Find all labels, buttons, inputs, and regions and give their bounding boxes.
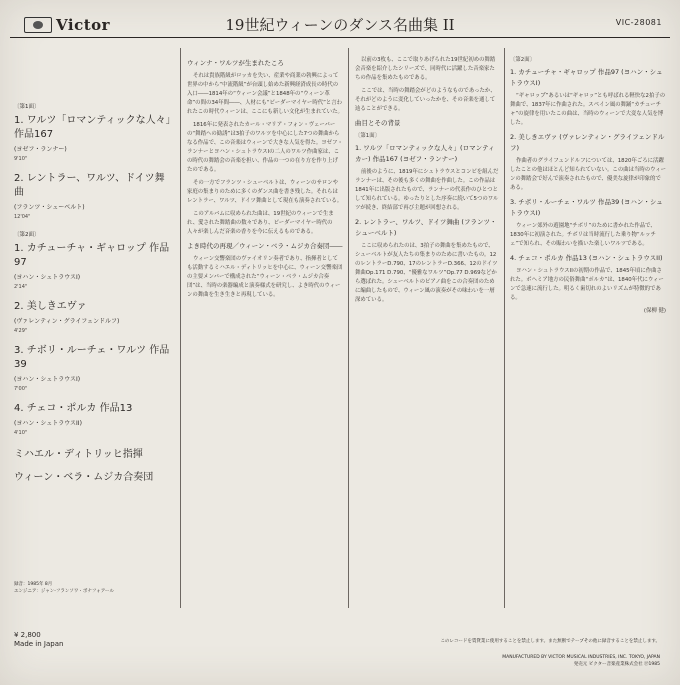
track-title: 2. 美しきエヴァ (14, 301, 87, 312)
side-label: 〔第2面〕 (510, 57, 535, 63)
track-composer: (ヨハン・シュトラウスII) (14, 420, 82, 427)
section-heading: 曲目とその背景 (355, 119, 401, 127)
track-item (14, 114, 174, 162)
section-heading: よき時代の再現／ウィーン・ベラ・ムジカ合奏団―― (187, 242, 343, 250)
track-duration: 7'00" (14, 386, 28, 392)
liner-paragraph: ここに収められたのは、3拍子の舞曲を集めたもので、シューベルトが友人たちの集まりのために書いたもの。12のレントラーD.790、17のレントラーD.366、12のドイツ舞曲Op.171 D.790、“優雅なワルツ”Op.77 D.969などから選ばれた。シューベルトのピアノ曲をこの合奏団のために編曲したもので、ウィーン風の演奏がその味わいを一層深めている。 (355, 243, 498, 303)
track-composer: (ヴァレンティン・グライフェンドルフ) (14, 318, 120, 325)
track-note-heading: 3. チボリ・ルーチェ・ワルツ 作品39 (ヨハン・シュトラウスI) (510, 198, 663, 217)
rental-notice: このレコードを賃貸業に使用することを禁止します。また無断でテープその他に録音することを禁止します。 (440, 639, 660, 644)
track-duration: 9'10" (14, 156, 28, 162)
section-heading: ウィンナ・ワルツが生まれたころ (187, 59, 284, 67)
recording-engineer: エンジニア：ジャン-フランソワ・ボナフォアール (14, 589, 114, 594)
track-composer: (ヨゼフ・ランナー) (14, 146, 67, 153)
made-in: Made in Japan (14, 640, 64, 648)
side-label: 〔第2面〕 (14, 232, 40, 238)
track-note-heading: 2. 美しきエヴァ (ヴァレンティン・グライフェンドルフ) (510, 133, 665, 152)
liner-paragraph: ヨハン・シュトラウスIIの初期の作品で、1845年頃に作曲された。ボヘミア地方の民俗舞曲“ポルカ”は、1840年代にウィーンで急速に流行した。明るく歯切れのよいリズムが特徴的である。 (510, 268, 664, 301)
phonogram-year: Ⓟ1985 (644, 662, 660, 667)
liner-paragraph: 作曲者のグライフェンドルフについては、1820年ごろに活躍したことの他はほとんど知られていない。この曲は当時のウィーンの舞踏会で好んで演奏されたもので、優美な旋律が印象的である。 (510, 158, 666, 191)
album-title: 19世紀ウィーンのダンス名曲集 II (225, 16, 455, 34)
liner-paragraph: ここでは、当時の舞踏会がどのようなものであったか、それがどのように変化していったかを、その音楽を通して辿ることができる。 (355, 88, 496, 112)
track-title: 作品167 (14, 129, 54, 140)
track-composer: (ヨハン・シュトラウスI) (14, 376, 81, 383)
recording-note (14, 581, 114, 595)
track-duration: 4'29" (14, 328, 28, 334)
side-label: 〔第1面〕 (355, 133, 380, 139)
liner-paragraph: 以前の3枚も、ここで取りあげられた19世紀初めの舞踏会音楽を紹介したシリーズで、同時代に活躍した音楽家たちの作品を集めたものである。 (355, 57, 496, 81)
catalog-number: VIC-28081 (615, 18, 662, 27)
column-divider (180, 48, 181, 608)
track-item (14, 300, 174, 334)
ensemble-credit: ウィーン・ベラ・ムジカ合奏団 (14, 472, 154, 483)
track-note-heading: 1. ワルツ「ロマンティックな人々」(ロマンティカー) 作品167 (ヨゼフ・ランナー) (355, 144, 495, 163)
liner-paragraph: その一方でフランツ・シューベルトは、ウィーンのサロンや家庭の集まりのために多くのダンス曲を書き残した。それらはレントラー、ワルツ、ドイツ舞曲として現在も演奏されている。 (187, 180, 343, 204)
liner-paragraph: それは貴族階級がロッカを失い、産業や商業の勃興によって世界の中から“中流階級”が台頭し始めた新興経済成長の時代の入口――1814年の“ウィーン会議”と1848年の“ウィーン革命”の間の34年間――、人材にも“ビーダーマイヤー時代”と言われたこの時代ウィーンは、ここにも新しい文化が生まれていた。 (187, 73, 343, 115)
manufacturer-block (502, 654, 660, 668)
track-item (14, 172, 174, 220)
track-item (14, 344, 174, 392)
liner-notes-column-3 (510, 56, 666, 576)
header-divider (10, 37, 670, 38)
liner-notes-column-1 (187, 56, 343, 611)
track-item (14, 242, 174, 290)
track-note-heading: 2. レントラー、ワルツ、ドイツ舞曲 (フランツ・シューベルト) (355, 218, 497, 237)
liner-paragraph: ウィーン郊外の遊園地“チボリ”のために書かれた作品で、1830年に初演された。チボリは当時流行した乗り物“ルッチェ”で知られ、その賑わいを描いた楽しいワルツである。 (510, 223, 656, 247)
track-list (14, 100, 174, 486)
track-title: 1. ワルツ「ロマンティックな人々」 (14, 115, 176, 126)
liner-paragraph: 前後のように、1819年にシュトラウスとコンビを組んだランナーは、その後も多くの舞曲を作曲した。この作品は1841年に出版されたもので、ランナーの代表作のひとつとして知られている。ゆったりとした序奏に続いて5つのワルツが続き、終結部で再び主題が回想される。 (355, 169, 499, 211)
liner-paragraph: このアルバムに収められた曲は、19世紀のウィーンで生まれ、愛された舞踏曲の数々であり、ビーダーマイヤー時代の人々が楽しんだ音楽の香りを今に伝えるものである。 (187, 211, 334, 235)
track-title: 2. レントラー、ワルツ、ドイツ舞曲 (14, 173, 165, 198)
liner-notes-column-2 (355, 56, 499, 611)
side-label: 〔第1面〕 (14, 104, 40, 110)
column-divider (504, 48, 505, 608)
track-title: 4. チェコ・ポルカ 作品13 (14, 403, 133, 414)
track-note-heading: 1. カチューチャ・ギャロップ 作品97 (ヨハン・シュトラウスI) (510, 68, 663, 87)
liner-paragraph: ウィーン交響楽団のヴァイオリン奏者であり、指揮者としても活動するミハエル・ディトリッヒを中心に、ウィーン交響楽団の主要メンバーで構成された“ウィーン・ベラ・ムジカ合奏団”は、当時の楽器編成と演奏様式を研究し、よき時代のウィーンの舞曲を生き生きと再現している。 (187, 256, 343, 298)
author-credit: (保柳 健) (643, 308, 666, 314)
liner-paragraph: 1816年に発表されたカール・マリア・フォン・ヴェーバーの“舞踏への勧誘”は3拍子のワルツを中心にした7つの舞曲からなる作品で、この音楽はウィーンで大きな人気を得た。ヨゼフ・ランナーとヨハン・シュトラウスIの二人のワルツ作曲家は、この時代の舞踏会の音楽を担い、作品の一つの在り方を作り上げたのである。 (187, 122, 343, 173)
track-note-heading: 4. チェコ・ポルカ 作品13 (ヨハン・シュトラウスII) (510, 254, 663, 262)
track-duration: 4'10" (14, 430, 28, 436)
track-item (14, 402, 174, 436)
distributor (502, 661, 660, 668)
liner-paragraph: “ギャロップ”あるいは“ギャロッ”とも呼ばれる軽快な2拍子の舞曲で、1837年に作曲された。スペイン風の舞踊“カチューチャ”の旋律を用いたこの曲は、当時のウィーンで大変な人気を博した。 (510, 93, 666, 126)
track-composer: (ヨハン・シュトラウスI) (14, 274, 81, 281)
recording-date: 録音：1985年 8月 (14, 582, 53, 587)
track-title: 3. チボリ・ルーチェ・ワルツ 作品39 (14, 345, 170, 370)
distributor-name: 発売元 ビクター音楽産業株式会社 (573, 662, 643, 667)
column-divider (348, 48, 349, 608)
track-composer: (フランツ・シューベルト) (14, 204, 85, 211)
price: ¥ 2,800 (14, 631, 41, 639)
track-duration: 12'04" (14, 214, 31, 220)
track-duration: 2'14" (14, 284, 28, 290)
manufacturer: MANUFACTURED BY VICTOR MUSICAL INDUSTRIES, INC. TOKYO, JAPAN (502, 655, 660, 660)
brand-name: Victor (56, 16, 111, 34)
conductor-credit: ミハエル・ディトリッヒ指揮 (14, 449, 143, 460)
track-title: 1. カチューチャ・ギャロップ 作品97 (14, 243, 170, 268)
